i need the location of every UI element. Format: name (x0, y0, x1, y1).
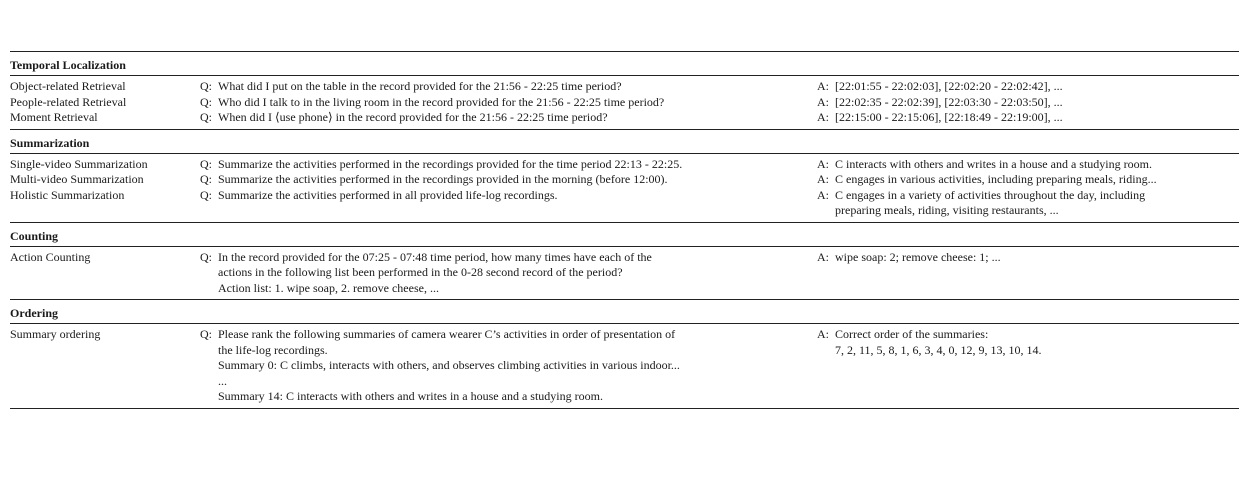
answer-cell (817, 157, 1239, 173)
task-name: Holistic Summarization (10, 187, 125, 202)
answer-text (835, 172, 1239, 188)
answer-cell (817, 172, 1239, 188)
table-row (10, 172, 1239, 188)
answer-prefix: A: (817, 249, 829, 264)
question-prefix: Q: (200, 94, 212, 109)
answer-line: 7, 2, 11, 5, 8, 1, 6, 3, 4, 0, 12, 9, 13, 10, 14. (835, 342, 1042, 357)
section-body (10, 76, 1239, 129)
question-prefix: Q: (200, 327, 212, 341)
section-body (10, 324, 1239, 408)
answer-prefix: A: (817, 156, 829, 171)
question (200, 157, 817, 173)
answer-line: C engages in a variety of activities throughout the day, including (835, 187, 1146, 202)
answer-prefix: A: (817, 94, 829, 109)
table-row (10, 157, 1239, 173)
table-row (10, 250, 1239, 297)
question-prefix: Q: (200, 79, 212, 93)
question-cell (200, 250, 817, 297)
question (200, 250, 817, 297)
answer-line: [22:15:00 - 22:15:06], [22:18:49 - 22:19:00], ... (835, 110, 1063, 124)
question-line: Summarize the activities performed in all provided life-log recordings. (218, 187, 558, 202)
answer-prefix: A: (817, 327, 829, 341)
section-title: Ordering (10, 306, 58, 320)
answer-prefix: A: (817, 79, 829, 93)
answer-cell (817, 250, 1239, 297)
section-title: Temporal Localization (10, 58, 126, 72)
answer (817, 250, 1239, 266)
section-title: Counting (10, 228, 59, 243)
question (200, 110, 817, 126)
question-text (218, 327, 817, 405)
question-prefix: Q: (200, 156, 212, 171)
question-text (218, 250, 817, 297)
question-line: Summarize the activities performed in the recordings provided in the morning (before 12:00). (218, 172, 668, 186)
answer (817, 327, 1239, 358)
task-name: Summary ordering (10, 327, 101, 341)
question-cell (200, 79, 817, 95)
task-name: Moment Retrieval (10, 110, 98, 124)
answer-text (835, 327, 1239, 358)
question (200, 327, 817, 405)
question-cell (200, 188, 817, 219)
answer-cell (817, 327, 1239, 405)
question-cell (200, 110, 817, 126)
question-text (218, 172, 817, 188)
question-prefix: Q: (200, 187, 212, 202)
question-cell (200, 172, 817, 188)
question-prefix: Q: (200, 110, 212, 124)
answer (817, 110, 1239, 126)
question-cell (200, 95, 817, 111)
answer (817, 172, 1239, 188)
question-line: What did I put on the table in the record provided for the 21:56 - 22:25 time period? (218, 79, 622, 93)
section-body (10, 247, 1239, 300)
answer-text (835, 250, 1239, 266)
question-text (218, 157, 817, 173)
question-text (218, 188, 817, 204)
table-row (10, 110, 1239, 126)
question-line: Who did I talk to in the living room in the record provided for the 21:56 - 22:25 time period? (218, 94, 665, 109)
table-row (10, 327, 1239, 405)
answer-line: [22:01:55 - 22:02:03], [22:02:20 - 22:02:42], ... (835, 79, 1063, 93)
answer (817, 95, 1239, 111)
answer-line: preparing meals, riding, visiting restaurants, ... (835, 203, 1059, 217)
section-title: Summarization (10, 135, 90, 150)
question-cell (200, 157, 817, 173)
question (200, 188, 817, 204)
answer (817, 188, 1239, 219)
question-text (218, 79, 817, 95)
question-line: Action list: 1. wipe soap, 2. remove cheese, ... (218, 280, 439, 295)
answer-text (835, 188, 1239, 219)
question (200, 172, 817, 188)
question-line: Summarize the activities performed in the recordings provided for the time period 22:13 - 22:25. (218, 156, 683, 171)
section-body (10, 154, 1239, 222)
question-line: In the record provided for the 07:25 - 07:48 time period, how many times have each of the (218, 249, 652, 264)
table-row (10, 188, 1239, 219)
answer-text (835, 79, 1239, 95)
question-line: Summary 0: C climbs, interacts with others, and observes climbing activities in various indoor... (218, 358, 680, 372)
answer-cell (817, 95, 1239, 111)
question-text (218, 110, 817, 126)
task-name: Multi-video Summarization (10, 172, 144, 186)
answer-prefix: A: (817, 172, 829, 186)
question-line: Please rank the following summaries of camera wearer C’s activities in order of presentation of (218, 327, 676, 341)
question-prefix: Q: (200, 249, 212, 264)
table-bottom-rule (10, 408, 1239, 409)
task-name: People-related Retrieval (10, 94, 127, 109)
answer-line: [22:02:35 - 22:02:39], [22:03:30 - 22:03:50], ... (835, 94, 1063, 109)
question-line: ... (218, 373, 227, 388)
question-line: the life-log recordings. (218, 342, 328, 357)
answer (817, 79, 1239, 95)
question-cell (200, 327, 817, 405)
table-row (10, 95, 1239, 111)
answer (817, 157, 1239, 173)
answer-prefix: A: (817, 187, 829, 202)
answer-line: C engages in various activities, including preparing meals, riding... (835, 172, 1157, 186)
answer-line: Correct order of the summaries: (835, 327, 989, 341)
question-line: actions in the following list been performed in the 0-28 second record of the period? (218, 265, 623, 279)
question (200, 95, 817, 111)
table-row (10, 79, 1239, 95)
task-name: Single-video Summarization (10, 156, 148, 171)
answer-line: wipe soap: 2; remove cheese: 1; ... (835, 249, 1001, 264)
question-line: Summary 14: C interacts with others and writes in a house and a studying room. (218, 389, 603, 403)
answer-cell (817, 188, 1239, 219)
question-line: When did I ⟨use phone⟩ in the record provided for the 21:56 - 22:25 time period? (218, 110, 608, 124)
answer-cell (817, 79, 1239, 95)
answer-line: C interacts with others and writes in a house and a studying room. (835, 156, 1152, 171)
answer-prefix: A: (817, 110, 829, 124)
question-prefix: Q: (200, 172, 212, 186)
answer-text (835, 110, 1239, 126)
answer-text (835, 95, 1239, 111)
answer-text (835, 157, 1239, 173)
task-name: Object-related Retrieval (10, 79, 126, 93)
question-text (218, 95, 817, 111)
answer-cell (817, 110, 1239, 126)
task-name: Action Counting (10, 249, 91, 264)
qa-examples-table (10, 51, 1239, 409)
question (200, 79, 817, 95)
